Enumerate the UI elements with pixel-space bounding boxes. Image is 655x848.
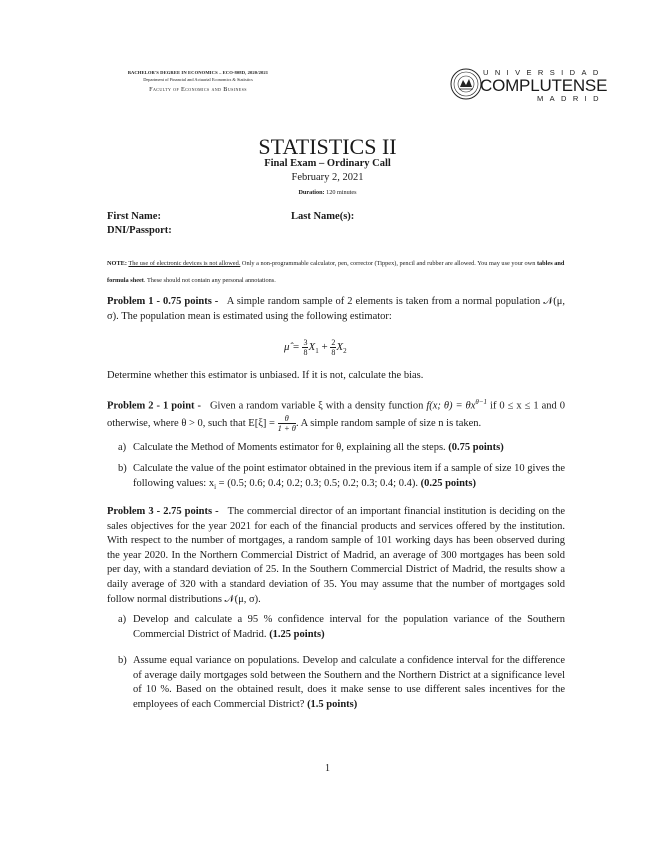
problem-2b-text: Calculate the value of the point estimator obtained in the previous item if a sample of size 10 gives the following values: $x_i = (0.5$; 0.6; 0.4; 0.2; 0.3; 0.5; 0.2; 0.3; 0.4; 0.4). (0.25 points): [133, 463, 565, 491]
page-number: 1: [325, 763, 330, 774]
logo-universidad: UNIVERSIDAD: [483, 68, 605, 77]
problem-3b-label: b): [118, 655, 127, 666]
logo-complutense: COMPLUTENSE: [480, 76, 608, 95]
exam-title: STATISTICS II: [258, 134, 397, 159]
department-line: Department of Financial and Actuarial Economics & Statistics: [143, 77, 253, 82]
problem-3-statement: Problem 3 - 2.75 points - The commercial director of an important financial institution is deciding on the sales objectives for the year 2021 for each of the financial products and services offered by the institution. With respect to the number of mortgages, a random sample of 101 working days has been observed during the year 2020. In the Northern Commercial District of Madrid, an average of 300 mortgages has been sold per day, with a standard deviation of 25. In the Southern Commercial District of Madrid, the results show a daily average of 320 with a standard deviation of 35. You may assume that the number of mortgages sold follow normal distributions 𝒩(μ, σ).: [107, 506, 565, 605]
logo-madrid: MADRID: [537, 94, 605, 103]
problem-2a-label: a): [118, 442, 127, 453]
exam-date: February 2, 2021: [291, 172, 364, 183]
exam-subtitle: Final Exam – Ordinary Call: [264, 158, 391, 169]
problem-3a-label: a): [118, 614, 127, 625]
estimator-equation: μ̂ = $\frac{3}{8}$ $X_1$ + $\frac{2}{8}$ $X_2$: [284, 338, 347, 357]
dni-label: DNI/Passport:: [107, 225, 172, 236]
problem-2b-label: b): [118, 463, 127, 474]
problem-1-statement: Problem 1 - 0.75 points - A simple random sample of 2 elements is taken from a normal population 𝒩(μ, σ). The population mean is estimated using the following estimator:: [107, 296, 566, 322]
faculty-line: Faculty of Economics and Business: [149, 86, 247, 93]
exam-note: NOTE: The use of electronic devices is not allowed. Only a non-programmable calculator, pen, corrector (Tippex), pencil and rubber are allowed. You may use your own tables and formula sheet. These should not contain any personal annotations.: [107, 260, 565, 284]
problem-1-question: Determine whether this estimator is unbiased. If it is not, calculate the bias.: [107, 370, 424, 381]
last-name-label: Last Name(s):: [291, 211, 355, 222]
exam-duration: Duration: 120 minutes: [298, 189, 357, 196]
problem-3b-text: Assume equal variance on populations. Develop and calculate a confidence interval for the difference of average daily mortgages sold between the Southern and the Northern District at a significance level of 10 %. Based on the obtained result, does it make sense to use different sales incentives for the employees of each Commercial District? (1.5 points): [133, 655, 565, 710]
degree-line: BACHELOR'S DEGREE IN ECONOMICS – ECO-808D, 2020/2021: [127, 70, 269, 75]
university-seal-icon: [450, 66, 482, 102]
problem-2a-text: Calculate the Method of Moments estimator for θ, explaining all the steps. (0.75 points): [133, 442, 504, 453]
problem-3a-text: Develop and calculate a 95 % confidence interval for the population variance of the Southern Commercial District of Madrid. (1.25 points): [133, 614, 565, 640]
problem-2-statement: Problem 2 - 1 point - Given a random variable ξ with a density function f(x; $\theta) = \theta x^{\theta-1}$ if 0 ≤ x ≤ 1 and 0 otherwise, where θ > 0, such that E[ξ] = $\frac{\theta}{1 + \theta}$ . A simple random sample of size n is taken.: [107, 398, 565, 434]
first-name-label: First Name:: [107, 211, 161, 222]
